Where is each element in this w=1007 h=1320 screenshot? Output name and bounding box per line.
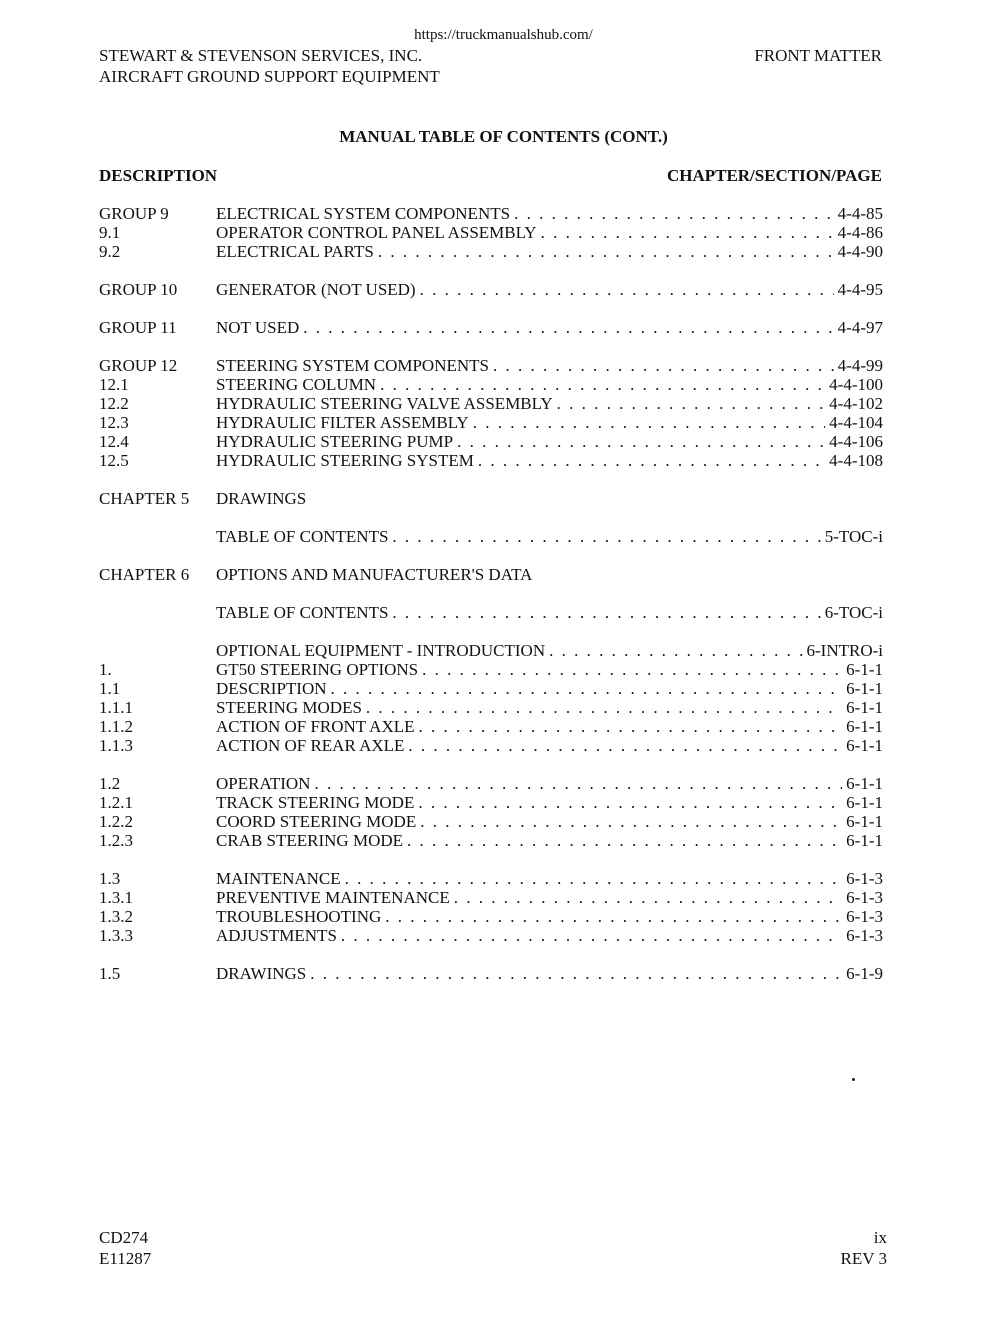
toc-entry <box>216 660 883 679</box>
toc-number: 1.2.1 <box>99 793 133 812</box>
toc-row <box>99 869 883 888</box>
toc-leader-dots <box>303 318 833 337</box>
toc-entry <box>216 679 883 698</box>
toc-entry <box>216 888 883 907</box>
toc-page: 6-INTRO-i <box>806 641 883 660</box>
toc-title: HYDRAULIC STEERING PUMP <box>216 432 454 451</box>
toc-page: 4-4-86 <box>837 223 883 242</box>
toc-entry <box>216 964 883 983</box>
toc-entry <box>216 831 883 850</box>
toc-title: DRAWINGS <box>216 964 307 983</box>
toc-leader-dots <box>419 717 843 736</box>
toc-page: 4-4-102 <box>829 394 883 413</box>
toc-number: 1.5 <box>99 964 121 983</box>
toc-title: COORD STEERING MODE <box>216 812 417 831</box>
toc-leader-dots <box>385 907 842 926</box>
toc-leader-dots <box>408 736 842 755</box>
toc-row <box>99 964 883 983</box>
toc-leader-dots <box>549 641 802 660</box>
toc-row <box>99 223 883 242</box>
toc-number: 12.5 <box>99 451 129 470</box>
toc-leader-dots <box>454 888 842 907</box>
header-left <box>99 45 440 87</box>
toc-number: GROUP 9 <box>99 204 169 223</box>
toc-title: TROUBLESHOOTING <box>216 907 382 926</box>
toc-title: TABLE OF CONTENTS <box>216 527 389 546</box>
toc-entry <box>216 907 883 926</box>
toc-row <box>99 432 883 451</box>
toc-number: 1.3.3 <box>99 926 133 945</box>
toc-number: 1.1.3 <box>99 736 133 755</box>
toc-number: GROUP 11 <box>99 318 177 337</box>
toc-title: MAINTENANCE <box>216 869 341 888</box>
toc-row <box>99 736 883 755</box>
toc-number: 1.2.2 <box>99 812 133 831</box>
toc-leader-dots <box>341 926 842 945</box>
toc-entry <box>216 926 883 945</box>
toc-number <box>99 527 216 546</box>
toc-page: 6-1-3 <box>846 926 883 945</box>
toc-row <box>99 907 883 926</box>
footer-left <box>99 1227 151 1269</box>
toc-title: GENERATOR (NOT USED) <box>216 280 416 299</box>
toc-leader-dots <box>331 679 843 698</box>
page-title: MANUAL TABLE OF CONTENTS (CONT.) <box>339 127 668 146</box>
toc-number: 1. <box>99 660 112 679</box>
company-name: STEWART & STEVENSON SERVICES, INC. <box>99 46 423 65</box>
toc-page: 6-1-9 <box>846 964 883 983</box>
toc-title: OPERATOR CONTROL PANEL ASSEMBLY <box>216 223 537 242</box>
toc-number <box>99 603 216 622</box>
toc-number: 1.3.2 <box>99 907 133 926</box>
toc-row <box>99 451 883 470</box>
toc-leader-dots <box>493 356 834 375</box>
toc-page: 4-4-106 <box>829 432 883 451</box>
toc-number: 1.1 <box>99 679 121 698</box>
toc-title: STEERING SYSTEM COMPONENTS <box>216 356 489 375</box>
page-number: ix <box>873 1228 887 1247</box>
toc-number: 9.2 <box>99 242 121 261</box>
toc-row <box>99 280 883 299</box>
footer-right <box>841 1227 887 1269</box>
toc-page: 6-1-1 <box>846 793 883 812</box>
toc-title: DRAWINGS <box>216 489 307 508</box>
revision: REV 3 <box>840 1249 887 1268</box>
toc-number: 1.3 <box>99 869 121 888</box>
toc-entry <box>216 394 883 413</box>
toc-title: GT50 STEERING OPTIONS <box>216 660 419 679</box>
toc-leader-dots <box>420 280 834 299</box>
toc-page: 6-1-1 <box>846 679 883 698</box>
toc-entry <box>216 356 883 375</box>
source-url: https://truckmanualshub.com/ <box>414 27 593 43</box>
toc-spacer <box>99 261 883 280</box>
toc-row <box>99 831 883 850</box>
doc-code: CD274 <box>99 1228 149 1247</box>
toc-spacer <box>99 508 883 527</box>
toc-title: ADJUSTMENTS <box>216 926 337 945</box>
toc-entry <box>216 204 883 223</box>
toc-title: HYDRAULIC FILTER ASSEMBLY <box>216 413 469 432</box>
toc-entry <box>216 869 883 888</box>
toc-page: 4-4-97 <box>837 318 883 337</box>
toc-row <box>99 774 883 793</box>
toc-entry <box>216 812 883 831</box>
toc-spacer <box>99 337 883 356</box>
division-name: AIRCRAFT GROUND SUPPORT EQUIPMENT <box>99 67 440 86</box>
toc-row <box>99 318 883 337</box>
toc-entry <box>216 375 883 394</box>
toc-page: 4-4-104 <box>829 413 883 432</box>
toc-number <box>99 641 216 660</box>
toc-number: 1.3.1 <box>99 888 133 907</box>
toc-row <box>99 603 883 622</box>
toc-leader-dots <box>380 375 825 394</box>
toc-row <box>99 489 883 508</box>
toc-number: 1.1.2 <box>99 717 133 736</box>
toc-entry <box>216 793 883 812</box>
toc-entry <box>216 698 883 717</box>
toc-row <box>99 793 883 812</box>
toc-page: 6-1-1 <box>846 736 883 755</box>
toc-page: 4-4-99 <box>837 356 883 375</box>
toc-page: 6-1-3 <box>846 907 883 926</box>
toc-spacer <box>99 755 883 774</box>
toc-number: GROUP 12 <box>99 356 178 375</box>
toc-row <box>99 413 883 432</box>
toc-row <box>99 394 883 413</box>
toc-spacer <box>99 584 883 603</box>
toc-page: 6-1-1 <box>846 717 883 736</box>
toc-number: 12.4 <box>99 432 129 451</box>
toc-title: OPERATION <box>216 774 311 793</box>
toc-page: 5-TOC-i <box>824 527 883 546</box>
toc-leader-dots <box>514 204 834 223</box>
toc-row <box>99 641 883 660</box>
toc-spacer <box>99 622 883 641</box>
toc-leader-dots <box>557 394 826 413</box>
toc-page: 6-TOC-i <box>824 603 883 622</box>
toc-row <box>99 527 883 546</box>
toc-entry <box>216 774 883 793</box>
toc-title: NOT USED <box>216 318 300 337</box>
toc-leader-dots <box>478 451 825 470</box>
toc-row <box>99 717 883 736</box>
toc-row <box>99 204 883 223</box>
column-header-location: CHAPTER/SECTION/PAGE <box>666 166 882 185</box>
toc-title: HYDRAULIC STEERING SYSTEM <box>216 451 474 470</box>
toc-leader-dots <box>420 812 842 831</box>
toc-title: DESCRIPTION <box>216 679 327 698</box>
toc-title: PREVENTIVE MAINTENANCE <box>216 888 450 907</box>
toc-page: 6-1-1 <box>846 831 883 850</box>
toc-row <box>99 812 883 831</box>
toc-number: GROUP 10 <box>99 280 178 299</box>
toc-leader-dots <box>473 413 825 432</box>
toc-title: HYDRAULIC STEERING VALVE ASSEMBLY <box>216 394 553 413</box>
toc-leader-dots <box>392 527 820 546</box>
toc-spacer <box>99 945 883 964</box>
toc-spacer <box>99 850 883 869</box>
toc-title: CRAB STEERING MODE <box>216 831 404 850</box>
toc-title: OPTIONAL EQUIPMENT - INTRODUCTION <box>216 641 546 660</box>
toc-page: 4-4-100 <box>829 375 883 394</box>
toc-title: ACTION OF REAR AXLE <box>216 736 405 755</box>
toc-entry <box>216 717 883 736</box>
toc-entry <box>216 432 883 451</box>
toc-row <box>99 242 883 261</box>
toc-row <box>99 888 883 907</box>
toc-number: 1.2.3 <box>99 831 133 850</box>
toc-leader-dots <box>345 869 843 888</box>
toc-spacer <box>99 299 883 318</box>
toc-page: 6-1-1 <box>846 774 883 793</box>
toc-entry <box>216 318 883 337</box>
toc-entry <box>216 242 883 261</box>
toc-entry <box>216 451 883 470</box>
toc-title: OPTIONS AND MANUFACTURER'S DATA <box>216 565 533 584</box>
toc-entry <box>216 641 883 660</box>
doc-number: E11287 <box>99 1249 152 1268</box>
toc-row <box>99 375 883 394</box>
column-header-description: DESCRIPTION <box>99 166 218 185</box>
toc-entry <box>216 603 883 622</box>
toc-page: 6-1-1 <box>846 660 883 679</box>
toc-leader-dots <box>418 793 842 812</box>
toc-row <box>99 660 883 679</box>
toc-title: TABLE OF CONTENTS <box>216 603 389 622</box>
toc-number: 12.1 <box>99 375 129 394</box>
toc-row <box>99 926 883 945</box>
toc-leader-dots <box>422 660 842 679</box>
toc-page: 4-4-95 <box>837 280 883 299</box>
toc-leader-dots <box>541 223 834 242</box>
toc-page: 6-1-1 <box>846 812 883 831</box>
toc-leader-dots <box>314 774 842 793</box>
toc-number: 1.1.1 <box>99 698 133 717</box>
toc-entry <box>216 527 883 546</box>
toc-leader-dots <box>457 432 825 451</box>
toc-entry <box>216 413 883 432</box>
toc-row <box>99 698 883 717</box>
toc-page: 4-4-85 <box>837 204 883 223</box>
toc-entry <box>216 280 883 299</box>
toc-title: ELECTRICAL PARTS <box>216 242 374 261</box>
toc-entry <box>216 565 883 584</box>
toc-spacer <box>99 470 883 489</box>
toc-spacer <box>99 546 883 565</box>
toc-leader-dots <box>310 964 842 983</box>
toc-page: 4-4-90 <box>837 242 883 261</box>
toc-row <box>99 356 883 375</box>
toc-row <box>99 565 883 584</box>
toc-page: 4-4-108 <box>829 451 883 470</box>
toc-page: 6-1-3 <box>846 869 883 888</box>
toc-row <box>99 679 883 698</box>
toc-number: CHAPTER 6 <box>99 565 190 584</box>
toc-title: STEERING COLUMN <box>216 375 377 394</box>
header-section: FRONT MATTER <box>754 46 882 65</box>
table-of-contents <box>99 204 883 983</box>
toc-entry <box>216 223 883 242</box>
toc-number: 1.2 <box>99 774 121 793</box>
toc-title: ELECTRICAL SYSTEM COMPONENTS <box>216 204 511 223</box>
scan-speck <box>852 1078 855 1081</box>
toc-title: TRACK STEERING MODE <box>216 793 415 812</box>
toc-page: 6-1-1 <box>846 698 883 717</box>
toc-leader-dots <box>378 242 834 261</box>
toc-title: STEERING MODES <box>216 698 362 717</box>
toc-entry <box>216 489 883 508</box>
toc-number: 9.1 <box>99 223 121 242</box>
toc-page: 6-1-3 <box>846 888 883 907</box>
toc-number: 12.3 <box>99 413 129 432</box>
toc-entry <box>216 736 883 755</box>
toc-number: CHAPTER 5 <box>99 489 190 508</box>
toc-leader-dots <box>407 831 842 850</box>
toc-number: 12.2 <box>99 394 129 413</box>
toc-title: ACTION OF FRONT AXLE <box>216 717 415 736</box>
toc-leader-dots <box>366 698 842 717</box>
toc-leader-dots <box>392 603 820 622</box>
